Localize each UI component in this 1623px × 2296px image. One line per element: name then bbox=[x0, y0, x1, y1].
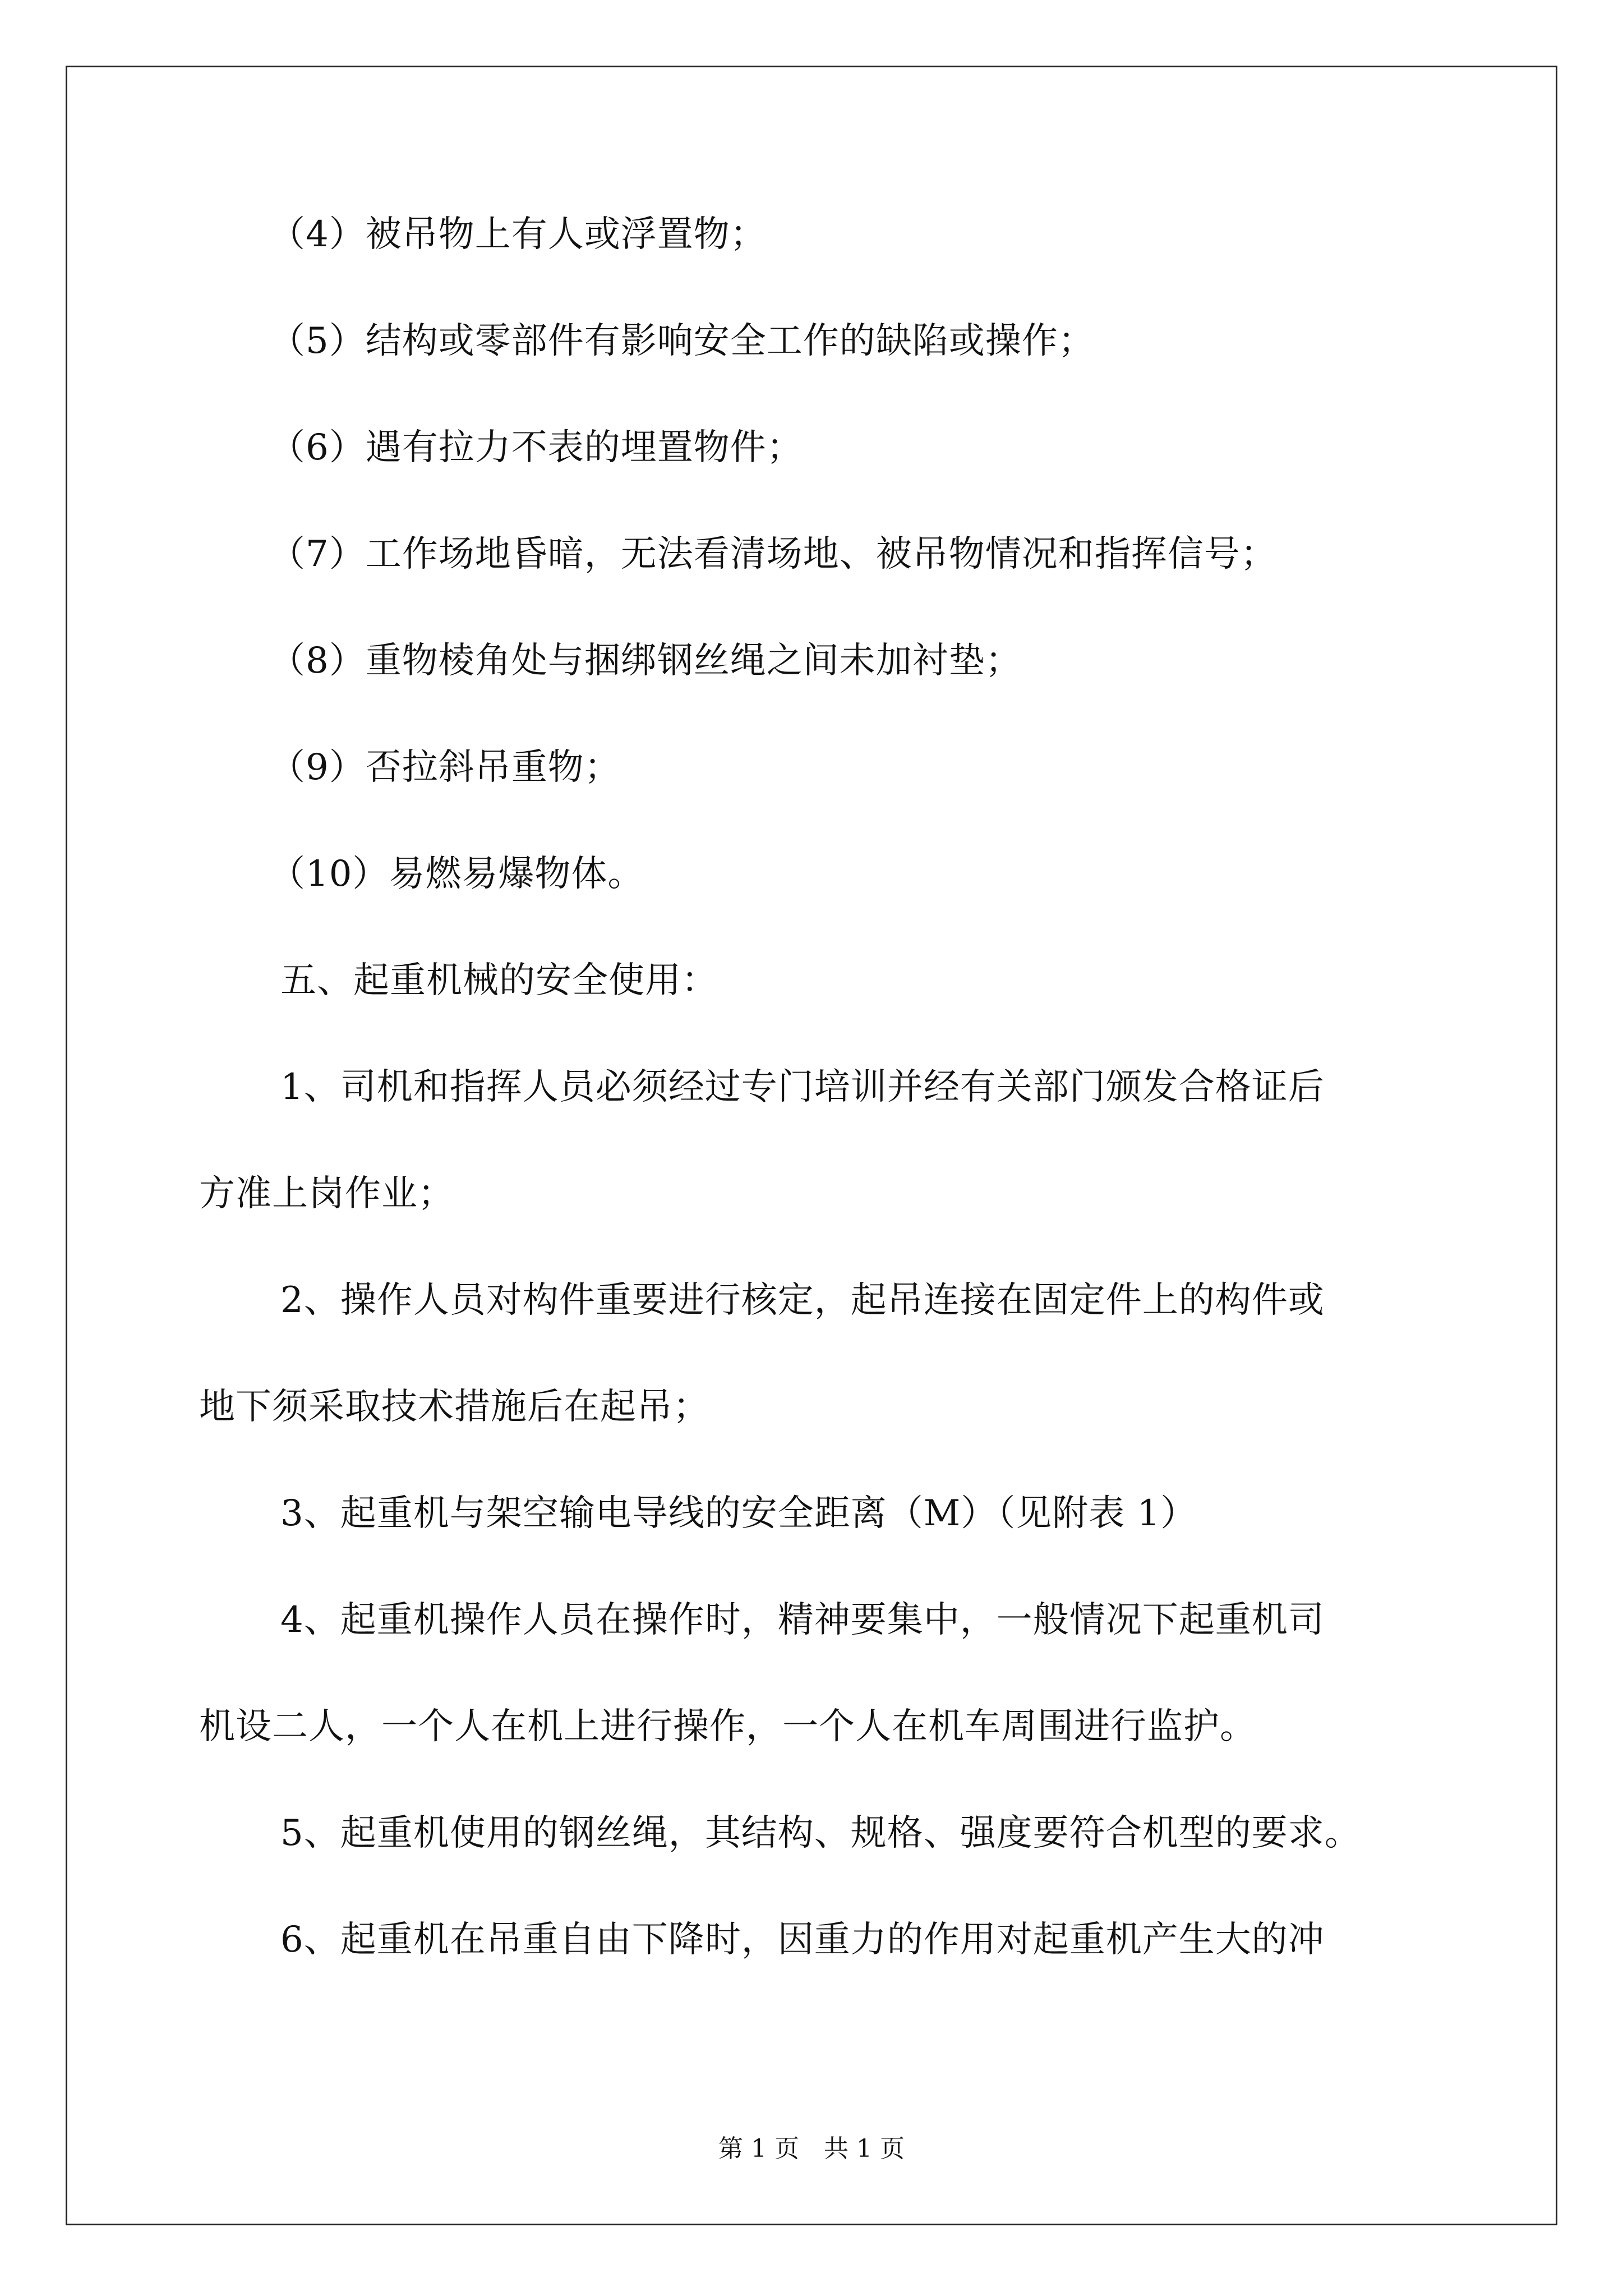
text-line: 1、司机和指挥人员必须经过专门培训并经有关部门颁发合格证后 bbox=[280, 1066, 1325, 1108]
text-line: （5）结构或零部件有影响安全工作的缺陷或操作； bbox=[269, 320, 1095, 362]
text-line: 4、起重机操作人员在操作时，精神要集中，一般情况下起重机司 bbox=[280, 1599, 1325, 1641]
text-line: （10）易燃易爆物体。 bbox=[269, 853, 644, 895]
text-line: （9）否拉斜吊重物； bbox=[269, 747, 621, 788]
text-line: （4）被吊物上有人或浮置物； bbox=[269, 214, 767, 255]
page-footer bbox=[0, 2133, 1623, 2165]
text-line: 3、起重机与架空输电导线的安全距离（M）（见附表 1） bbox=[280, 1493, 1197, 1534]
text-line: （6）遇有拉力不表的埋置物件； bbox=[269, 427, 803, 468]
text-line: 2、操作人员对构件重要进行核定，起吊连接在固定件上的构件或 bbox=[280, 1280, 1325, 1321]
text-line: （7）工作场地昏暗，无法看清场地、被吊物情况和指挥信号； bbox=[269, 533, 1277, 575]
section-heading: 五、起重机械的安全使用： bbox=[280, 960, 718, 1001]
text-line: 5、起重机使用的钢丝绳，其结构、规格、强度要符合机型的要求。 bbox=[280, 1812, 1361, 1854]
page-number: 第 1 页 bbox=[718, 2134, 799, 2163]
text-line: 机设二人，一个人在机上进行操作，一个人在机车周围进行监护。 bbox=[199, 1706, 1256, 1747]
text-line: 方准上岗作业； bbox=[199, 1173, 454, 1214]
text-line: （8）重物棱角处与捆绑钢丝绳之间未加衬垫； bbox=[269, 640, 1022, 682]
text-line: 地下须采取技术措施后在起吊； bbox=[199, 1386, 709, 1428]
text-line: 6、起重机在吊重自由下降时，因重力的作用对起重机产生大的冲 bbox=[280, 1919, 1325, 1961]
page-total: 共 1 页 bbox=[824, 2134, 905, 2163]
